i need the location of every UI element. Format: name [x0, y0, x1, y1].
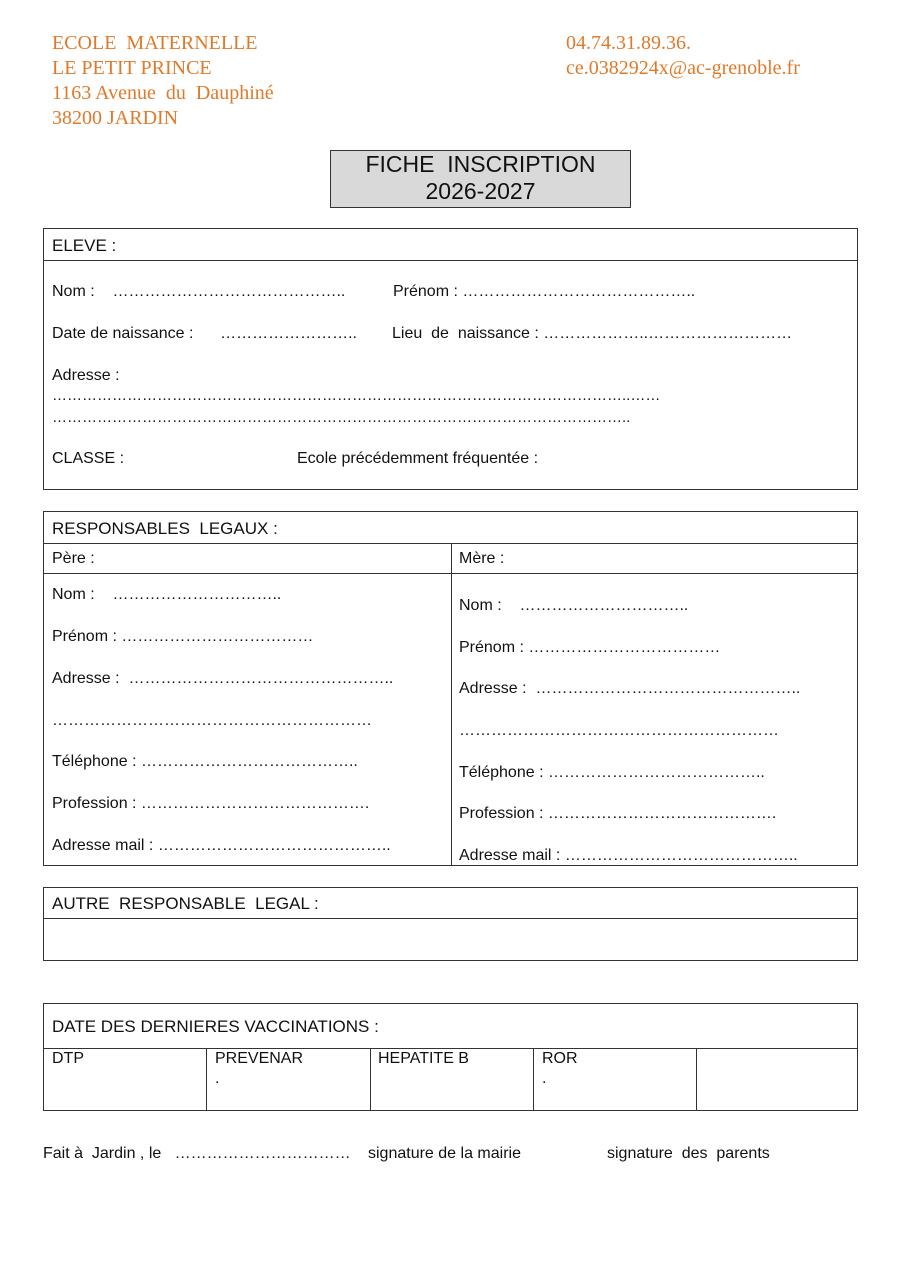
- pere-nom-field[interactable]: Nom : …………………………..: [52, 586, 282, 603]
- responsables-section: [43, 511, 858, 866]
- school-street: 1163 Avenue du Dauphiné: [52, 82, 274, 104]
- eleve-adresse-line2[interactable]: ……………………………………………………………………………………………………..: [52, 409, 631, 426]
- vacc-dtp-cell[interactable]: [44, 1048, 206, 1111]
- vacc-prevenar-value: .: [215, 1070, 220, 1087]
- autre-responsable-section: [43, 887, 858, 961]
- vacc-hepatite-cell[interactable]: [371, 1048, 533, 1111]
- school-email: ce.0382924x@ac-grenoble.fr: [566, 57, 800, 79]
- mere-profession-field[interactable]: Profession : …………………………………….: [459, 805, 777, 822]
- autre-header: AUTRE RESPONSABLE LEGAL :: [52, 894, 319, 913]
- eleve-ecole-precedente-field[interactable]: Ecole précédemment fréquentée :: [297, 450, 539, 467]
- mere-mail-field[interactable]: Adresse mail : ……………………………………..: [459, 847, 798, 864]
- vacc-prevenar-label: PREVENAR: [215, 1050, 304, 1067]
- vacc-ror-label: ROR: [542, 1050, 578, 1067]
- mere-telephone-field[interactable]: Téléphone : …………………………………..: [459, 764, 765, 781]
- pere-mail-field[interactable]: Adresse mail : ……………………………………..: [52, 837, 391, 854]
- mere-prenom-field[interactable]: Prénom : ………………………………: [459, 639, 721, 656]
- form-title: [330, 150, 631, 208]
- eleve-adresse-label: Adresse :: [52, 367, 120, 384]
- eleve-section: [43, 228, 858, 490]
- vacc-ror-cell[interactable]: [534, 1048, 696, 1111]
- vacc-dtp-label: DTP: [52, 1050, 84, 1067]
- fait-a-date-field[interactable]: Fait à Jardin , le ……………………………: [43, 1145, 351, 1162]
- school-phone: 04.74.31.89.36.: [566, 32, 691, 54]
- pere-adresse-line[interactable]: ……………………………………………………: [52, 712, 372, 729]
- signature-parents-label: signature des parents: [607, 1145, 770, 1162]
- eleve-header-row: [44, 229, 857, 261]
- school-address: [52, 31, 274, 131]
- mere-header: Mère :: [459, 550, 505, 567]
- eleve-nom-field[interactable]: Nom : ……………………………………..: [52, 283, 346, 300]
- pere-profession-field[interactable]: Profession : …………………………………….: [52, 795, 370, 812]
- eleve-date-naissance-field[interactable]: Date de naissance : ……………………..: [52, 325, 357, 342]
- vacc-extra-cell[interactable]: [697, 1048, 857, 1111]
- eleve-lieu-naissance-field[interactable]: Lieu de naissance : ………………..………………………: [392, 325, 793, 342]
- vaccinations-header: DATE DES DERNIERES VACCINATIONS :: [52, 1017, 379, 1036]
- vacc-ror-value: .: [542, 1070, 547, 1087]
- pere-adresse-field[interactable]: Adresse : …………………………………………..: [52, 670, 394, 687]
- eleve-prenom-field[interactable]: Prénom : ……………………………………..: [393, 283, 696, 300]
- autre-responsable-field[interactable]: [44, 919, 857, 960]
- form-title-year: 2026-2027: [425, 178, 536, 204]
- pere-header: Père :: [52, 550, 95, 567]
- eleve-classe-field[interactable]: CLASSE :: [52, 450, 125, 467]
- responsables-header: RESPONSABLES LEGAUX :: [52, 519, 278, 538]
- eleve-header: ELEVE :: [52, 236, 117, 255]
- pere-telephone-field[interactable]: Téléphone : …………………………………..: [52, 753, 358, 770]
- vaccinations-section: [43, 1003, 858, 1111]
- parents-divider: [451, 543, 452, 866]
- school-type: ECOLE MATERNELLE: [52, 32, 258, 54]
- vacc-prevenar-cell[interactable]: [207, 1048, 370, 1111]
- mere-nom-field[interactable]: Nom : …………………………..: [459, 597, 689, 614]
- vacc-hepatite-label: HEPATITE B: [378, 1050, 469, 1067]
- signature-mairie-label: signature de la mairie: [368, 1145, 521, 1162]
- form-title-line1: FICHE INSCRIPTION: [365, 151, 596, 177]
- school-city: 38200 JARDIN: [52, 107, 179, 129]
- eleve-adresse-line1[interactable]: ……………………………………………………………………………………………………..……: [52, 387, 661, 404]
- school-name: LE PETIT PRINCE: [52, 57, 212, 79]
- pere-prenom-field[interactable]: Prénom : ………………………………: [52, 628, 314, 645]
- mere-adresse-line[interactable]: ……………………………………………………: [459, 722, 779, 739]
- school-contact: [566, 31, 800, 81]
- mere-adresse-field[interactable]: Adresse : …………………………………………..: [459, 680, 801, 697]
